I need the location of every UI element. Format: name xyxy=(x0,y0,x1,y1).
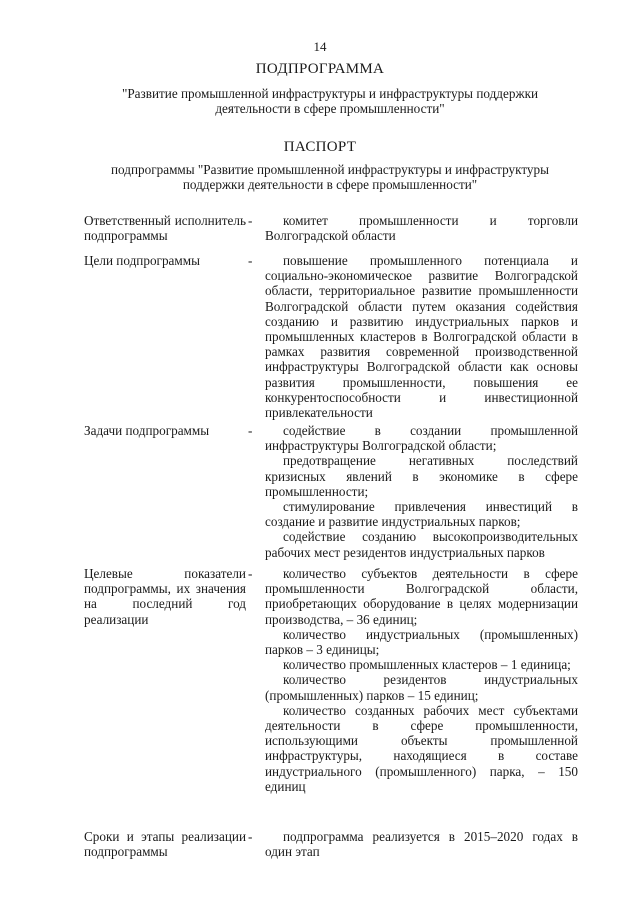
row-paragraph: стимулирование привлечения инвестиций в создание и развитие индустриальных парков; xyxy=(265,499,578,530)
row-value xyxy=(265,566,578,794)
row-label: Целевые показатели подпрограммы, их значения на последний год реализации xyxy=(84,566,246,627)
row-paragraph: количество резидентов индустриальных (промышленных) парков – 15 единиц; xyxy=(265,672,578,703)
row-dash: - xyxy=(248,213,253,228)
row-value xyxy=(265,253,578,420)
row-paragraph: количество промышленных кластеров – 1 единица; xyxy=(283,657,571,673)
row-value xyxy=(265,829,578,859)
row-dash: - xyxy=(248,423,253,438)
row-paragraph: комитет промышленности и торговли Волгоградской области xyxy=(265,213,578,244)
row-paragraph: количество созданных рабочих мест субъектами деятельности в сфере промышленности, использующими объекты промышленной инфраструктуры, находящиеся в составе индустриального (промышленного) парка, – 150 единиц xyxy=(265,702,578,794)
row-label: Задачи подпрограммы xyxy=(84,423,210,438)
document-subtitle-line-1: "Развитие промышленной инфраструктуры и инфраструктуры поддержки xyxy=(121,86,539,101)
row-value xyxy=(265,423,578,560)
row-paragraph: подпрограмма реализуется в 2015–2020 годах в один этап xyxy=(265,829,578,860)
row-paragraph: предотвращение негативных последствий кризисных явлений в экономике в сфере промышленности; xyxy=(265,453,578,499)
row-label: Ответственный исполнитель подпрограммы xyxy=(84,213,246,244)
row-dash: - xyxy=(248,829,253,844)
passport-subtitle xyxy=(60,162,600,192)
document-title: ПОДПРОГРАММА xyxy=(255,61,385,77)
row-paragraph: количество субъектов деятельности в сфере промышленности Волгоградской области, приобретающих оборудование в целях модернизации производства, – 36 единиц; xyxy=(265,566,578,627)
document-subtitle xyxy=(60,86,600,116)
row-dash: - xyxy=(248,253,253,268)
row-paragraph: содействие в создании промышленной инфраструктуры Волгоградской области; xyxy=(265,423,578,454)
page-number: 14 xyxy=(313,39,327,54)
row-paragraph: содействие созданию высокопроизводительных рабочих мест резидентов индустриальных парков xyxy=(265,529,578,560)
passport-subtitle-line-1: подпрограммы "Развитие промышленной инфраструктуры и инфраструктуры xyxy=(110,162,549,177)
row-paragraph: количество индустриальных (промышленных) парков – 3 единицы; xyxy=(265,626,578,658)
passport-subtitle-line-2: поддержки деятельности в сфере промышленности" xyxy=(182,177,478,192)
passport-title: ПАСПОРТ xyxy=(283,139,357,155)
row-label: Цели подпрограммы xyxy=(84,253,200,268)
row-dash: - xyxy=(248,566,253,581)
row-paragraph: повышение промышленного потенциала и социально-экономическое развитие Волгоградской области, территориальное развитие промышленности Волгоградской области путем оказания содействия созданию и развитию индустриальных парков и промышленных кластеров в Волгоградской области в рамках развития современной производственной инфраструктуры Волгоградской области как основы развития промышленности, повышения ее конкурентоспособности и инвестиционной привлекательности xyxy=(265,253,578,421)
document-subtitle-line-2: деятельности в сфере промышленности" xyxy=(215,101,445,116)
row-label: Сроки и этапы реализации подпрограммы xyxy=(84,829,246,860)
row-value xyxy=(265,213,578,243)
